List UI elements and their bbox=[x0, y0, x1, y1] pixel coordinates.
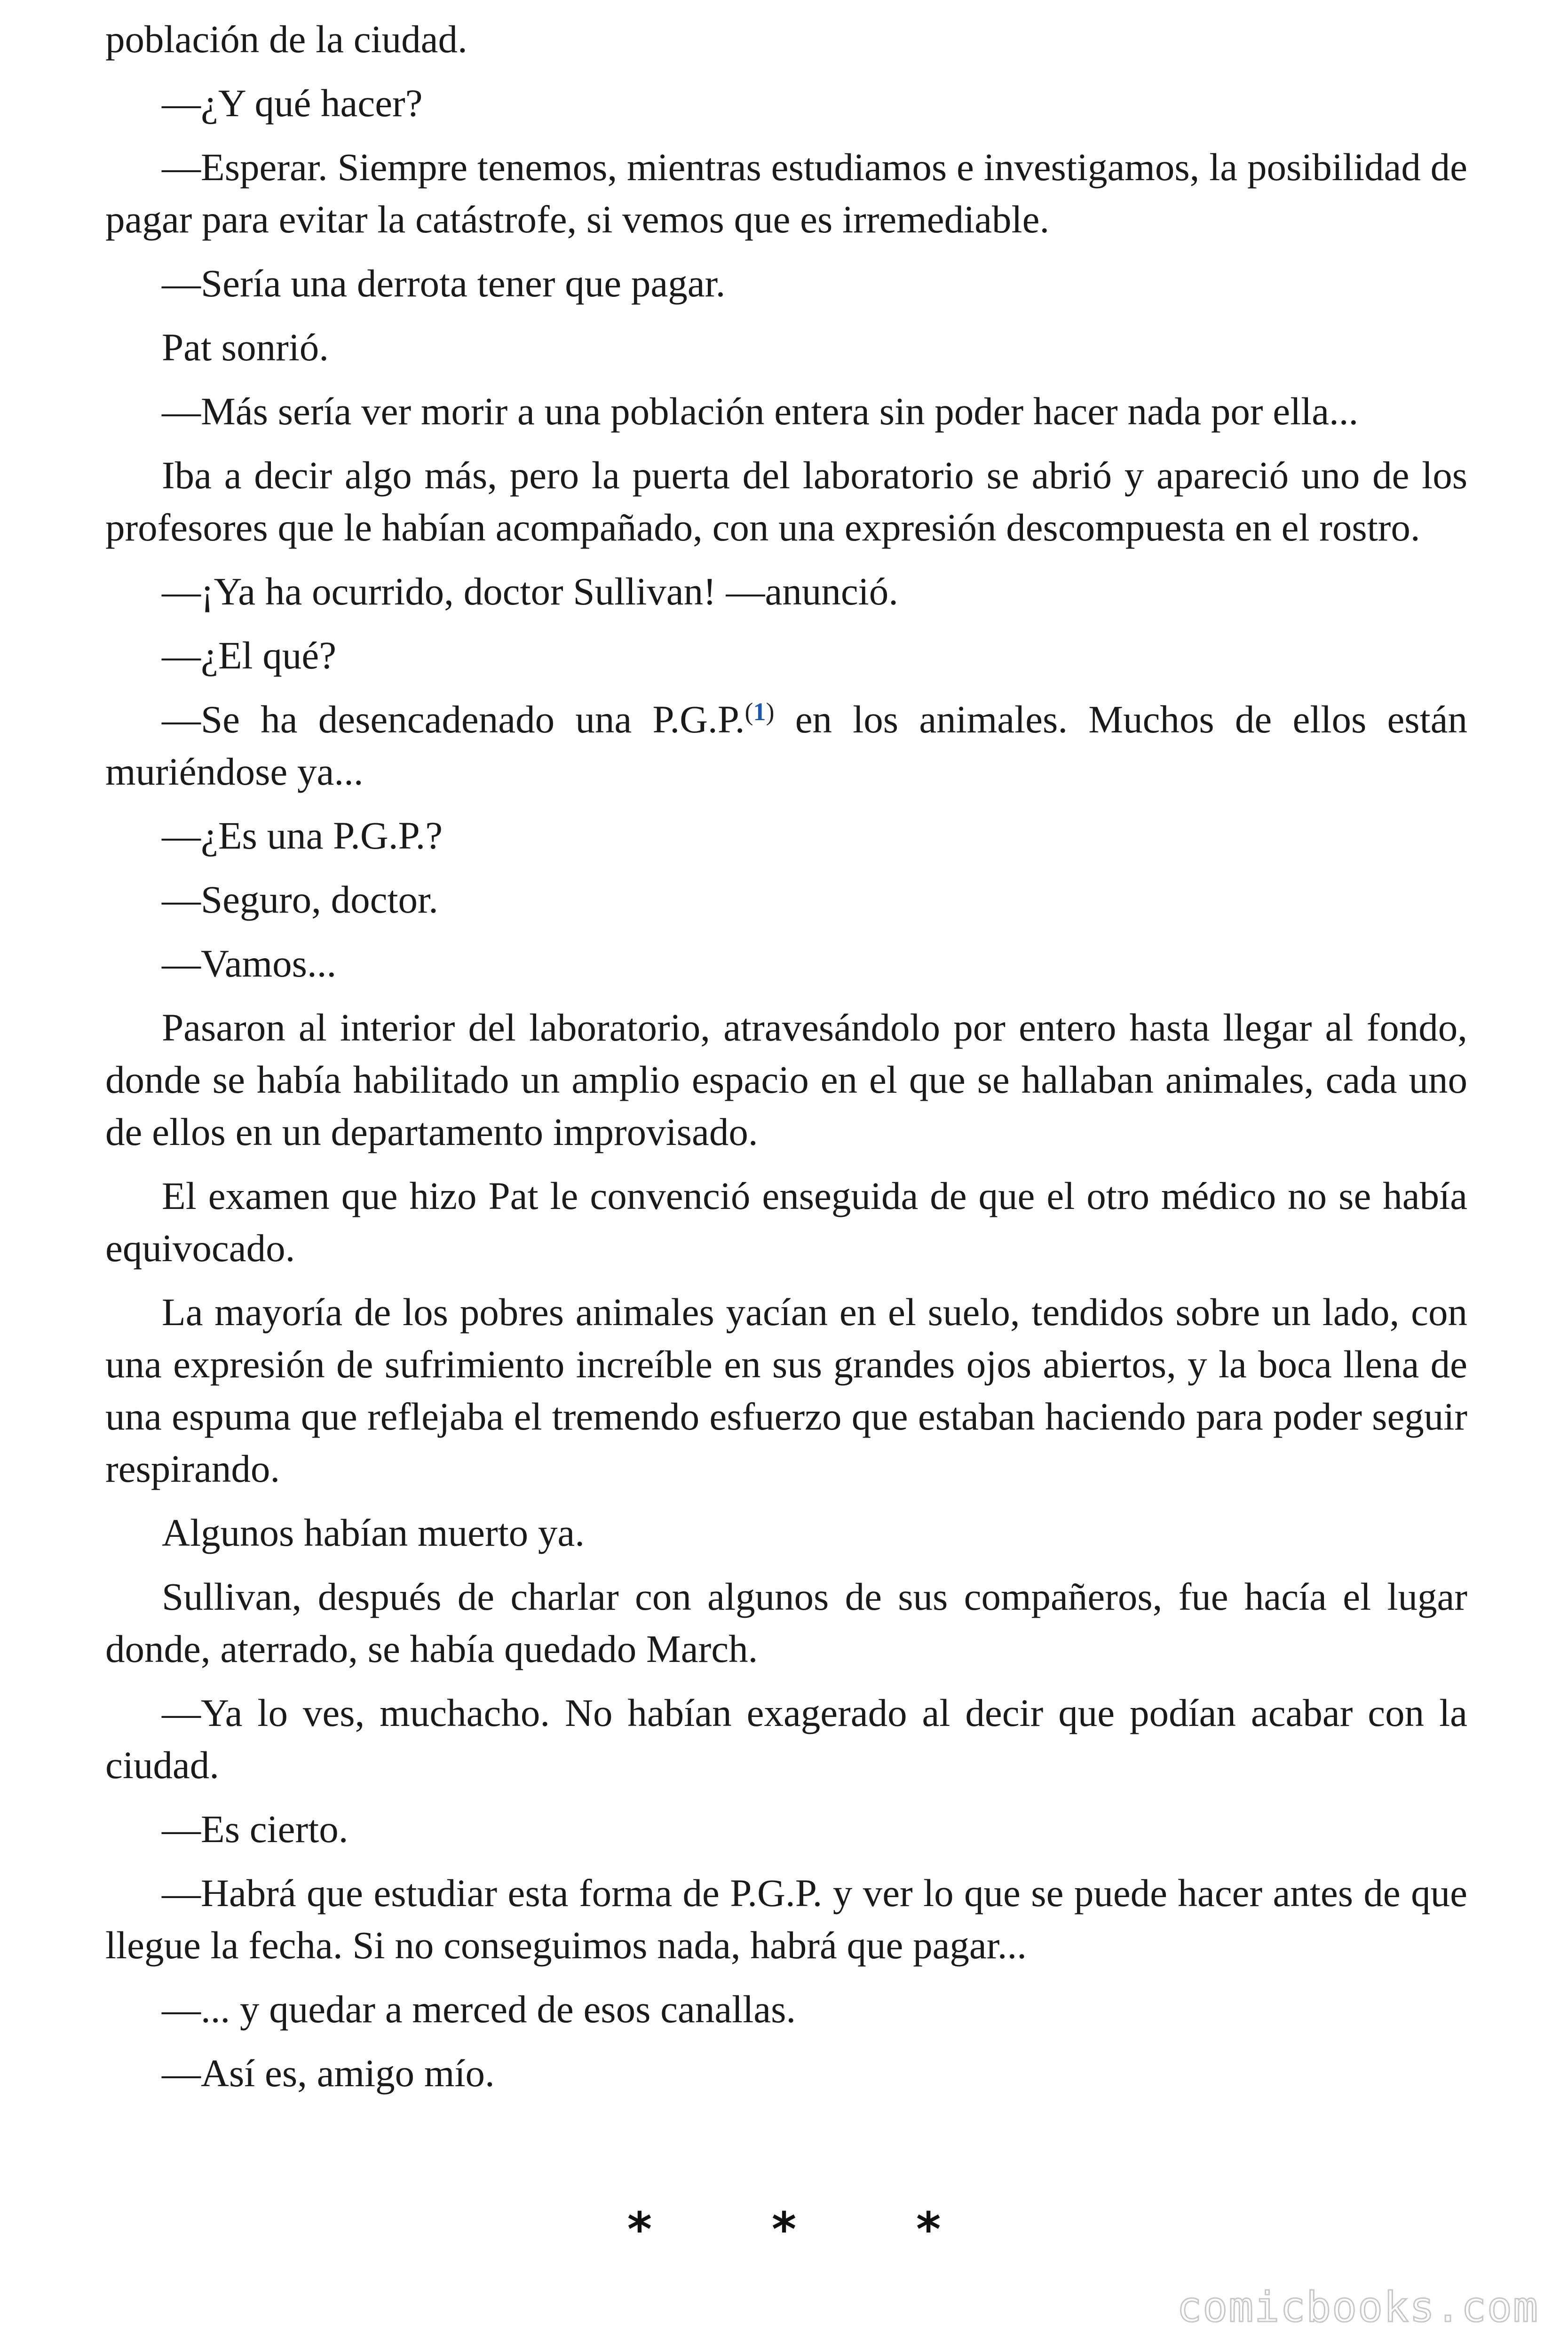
paragraph: —Habrá que estudiar esta forma de P.G.P. y ver lo que se puede hacer antes de que llegue la fecha. Si no conseguimos nada, habrá que pagar... bbox=[105, 1871, 1467, 1967]
paragraph: —Es cierto. bbox=[162, 1807, 348, 1851]
paragraph: Sullivan, después de charlar con algunos de sus compañeros, fue hacía el lugar donde, aterrado, se había quedado March. bbox=[105, 1575, 1467, 1670]
paragraph: —Seguro, doctor. bbox=[162, 878, 438, 921]
paragraph: —¿Y qué hacer? bbox=[162, 81, 423, 125]
paragraph: —¡Ya ha ocurrido, doctor Sullivan! —anunció. bbox=[162, 570, 898, 613]
paragraph-text-before-note: —Se ha desencadenado una P.G.P. bbox=[162, 698, 745, 741]
paragraph-with-footnote bbox=[105, 693, 1467, 798]
paragraph: —Ya lo ves, muchacho. No habían exagerado al decir que podían acabar con la ciudad. bbox=[105, 1691, 1467, 1787]
paragraph: —... y quedar a merced de esos canallas. bbox=[162, 1987, 796, 2031]
paragraph: —¿Es una P.G.P.? bbox=[162, 814, 443, 857]
paragraph: —Vamos... bbox=[162, 942, 337, 985]
paragraph: El examen que hizo Pat le convenció enseguida de que el otro médico no se había equivocado. bbox=[105, 1174, 1467, 1270]
footnote-open-paren: ( bbox=[744, 698, 753, 726]
watermark-text: comicbooks.com bbox=[1177, 2283, 1539, 2331]
paragraph: —¿El qué? bbox=[162, 634, 337, 677]
footnote-number-link[interactable]: 1 bbox=[753, 698, 766, 726]
paragraph-text-after-note: en los animales. Muchos de ellos están muriéndose ya... bbox=[105, 698, 1468, 793]
paragraph: Iba a decir algo más, pero la puerta del laboratorio se abrió y apareció uno de los profesores que le habían acompañado, con una expresión descompuesta en el rostro. bbox=[105, 453, 1467, 549]
paragraph: —Sería una derrota tener que pagar. bbox=[162, 262, 726, 305]
paragraph: La mayoría de los pobres animales yacían en el suelo, tendidos sobre un lado, con una expresión de sufrimiento increíble en sus grandes ojos abiertos, y la boca llena de una espuma que reflejaba el tremendo esfuerzo que estaban haciendo para poder seguir respirando. bbox=[105, 1290, 1467, 1490]
book-page-body bbox=[105, 13, 1467, 2111]
paragraph: población de la ciudad. bbox=[105, 17, 467, 61]
footnote-close-paren: ) bbox=[766, 698, 775, 726]
paragraph: Algunos habían muerto ya. bbox=[162, 1511, 585, 1554]
paragraph: —Así es, amigo mío. bbox=[162, 2051, 495, 2095]
paragraph: —Esperar. Siempre tenemos, mientras estudiamos e investigamos, la posibilidad de pagar para evitar la catástrofe, si vemos que es irremediable. bbox=[105, 145, 1467, 241]
paragraph: Pat sonrió. bbox=[162, 326, 329, 369]
scene-break-asterisks: * * * bbox=[627, 2202, 993, 2257]
paragraph: —Más sería ver morir a una población entera sin poder hacer nada por ella... bbox=[162, 389, 1359, 433]
paragraph: Pasaron al interior del laboratorio, atravesándolo por entero hasta llegar al fondo, donde se había habilitado un amplio espacio en el que se hallaban animales, cada uno de ellos en un departamento improvisado. bbox=[105, 1006, 1467, 1153]
footnote-reference[interactable] bbox=[745, 698, 775, 726]
